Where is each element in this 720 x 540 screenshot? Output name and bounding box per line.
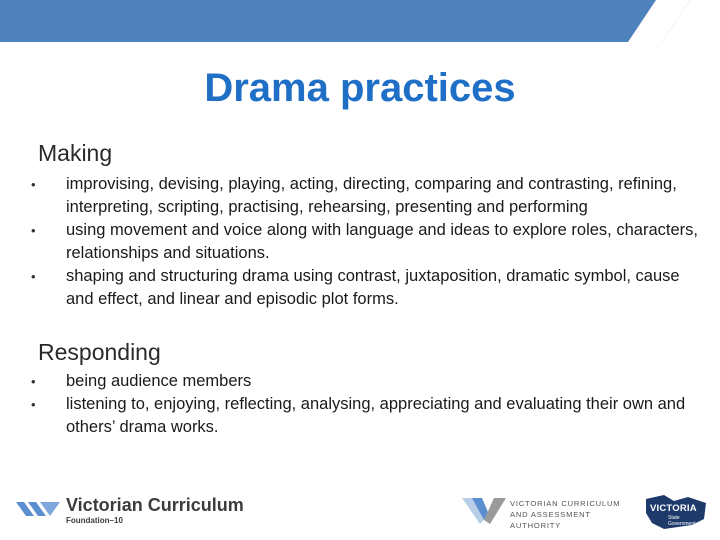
bullet-icon: • — [31, 269, 36, 284]
victoria-government-logo — [644, 493, 708, 531]
top-banner — [0, 0, 720, 42]
victorian-curriculum-logo — [16, 494, 256, 530]
list-item — [28, 219, 698, 265]
vcaa-line1: VICTORIAN CURRICULUM — [510, 499, 621, 508]
vc-logo-sub: Foundation–10 — [66, 516, 123, 525]
vic-sub-line2: Government — [668, 521, 696, 527]
list-item — [28, 393, 698, 439]
list-item-text: improvising, devising, playing, acting, directing, comparing and contrasting, refining, interpreting, scripting, practising, rehearsing, presenting and performing — [66, 175, 677, 216]
vc-logo-name: Victorian Curriculum — [66, 495, 244, 515]
list-item-text: using movement and voice along with language and ideas to explore roles, characters, relationships and situations. — [66, 221, 698, 262]
vcaa-logo-text — [510, 498, 632, 531]
vcaa-line2: AND ASSESSMENT AUTHORITY — [510, 510, 591, 530]
slide-title: Drama practices — [204, 66, 516, 110]
vic-sub-line1: State — [668, 515, 680, 521]
list-item-text: listening to, enjoying, reflecting, analysing, appreciating and evaluating their own and others’ drama works. — [66, 395, 686, 436]
making-list — [28, 173, 698, 311]
vcaa-v-icon — [462, 494, 506, 526]
vcaa-logo — [462, 494, 632, 528]
bullet-icon: • — [31, 374, 36, 389]
list-item-text: being audience members — [66, 372, 252, 390]
bullet-icon: • — [31, 223, 36, 238]
responding-list — [28, 370, 698, 439]
list-item — [28, 265, 698, 311]
bullet-icon: • — [31, 397, 36, 412]
banner-corner-decoration — [610, 0, 720, 42]
list-item — [28, 370, 698, 393]
section-heading-making: Making — [38, 140, 113, 166]
bullet-icon: • — [31, 177, 36, 192]
list-item — [28, 173, 698, 219]
vc-chevron-icon — [16, 498, 62, 520]
list-item-text: shaping and structuring drama using contrast, juxtaposition, dramatic symbol, cause and effect, and linear and episodic plot forms. — [66, 267, 680, 308]
section-heading-responding: Responding — [38, 339, 161, 365]
vic-logo-name: VICTORIA — [650, 503, 697, 514]
vic-logo-sub — [668, 515, 696, 527]
